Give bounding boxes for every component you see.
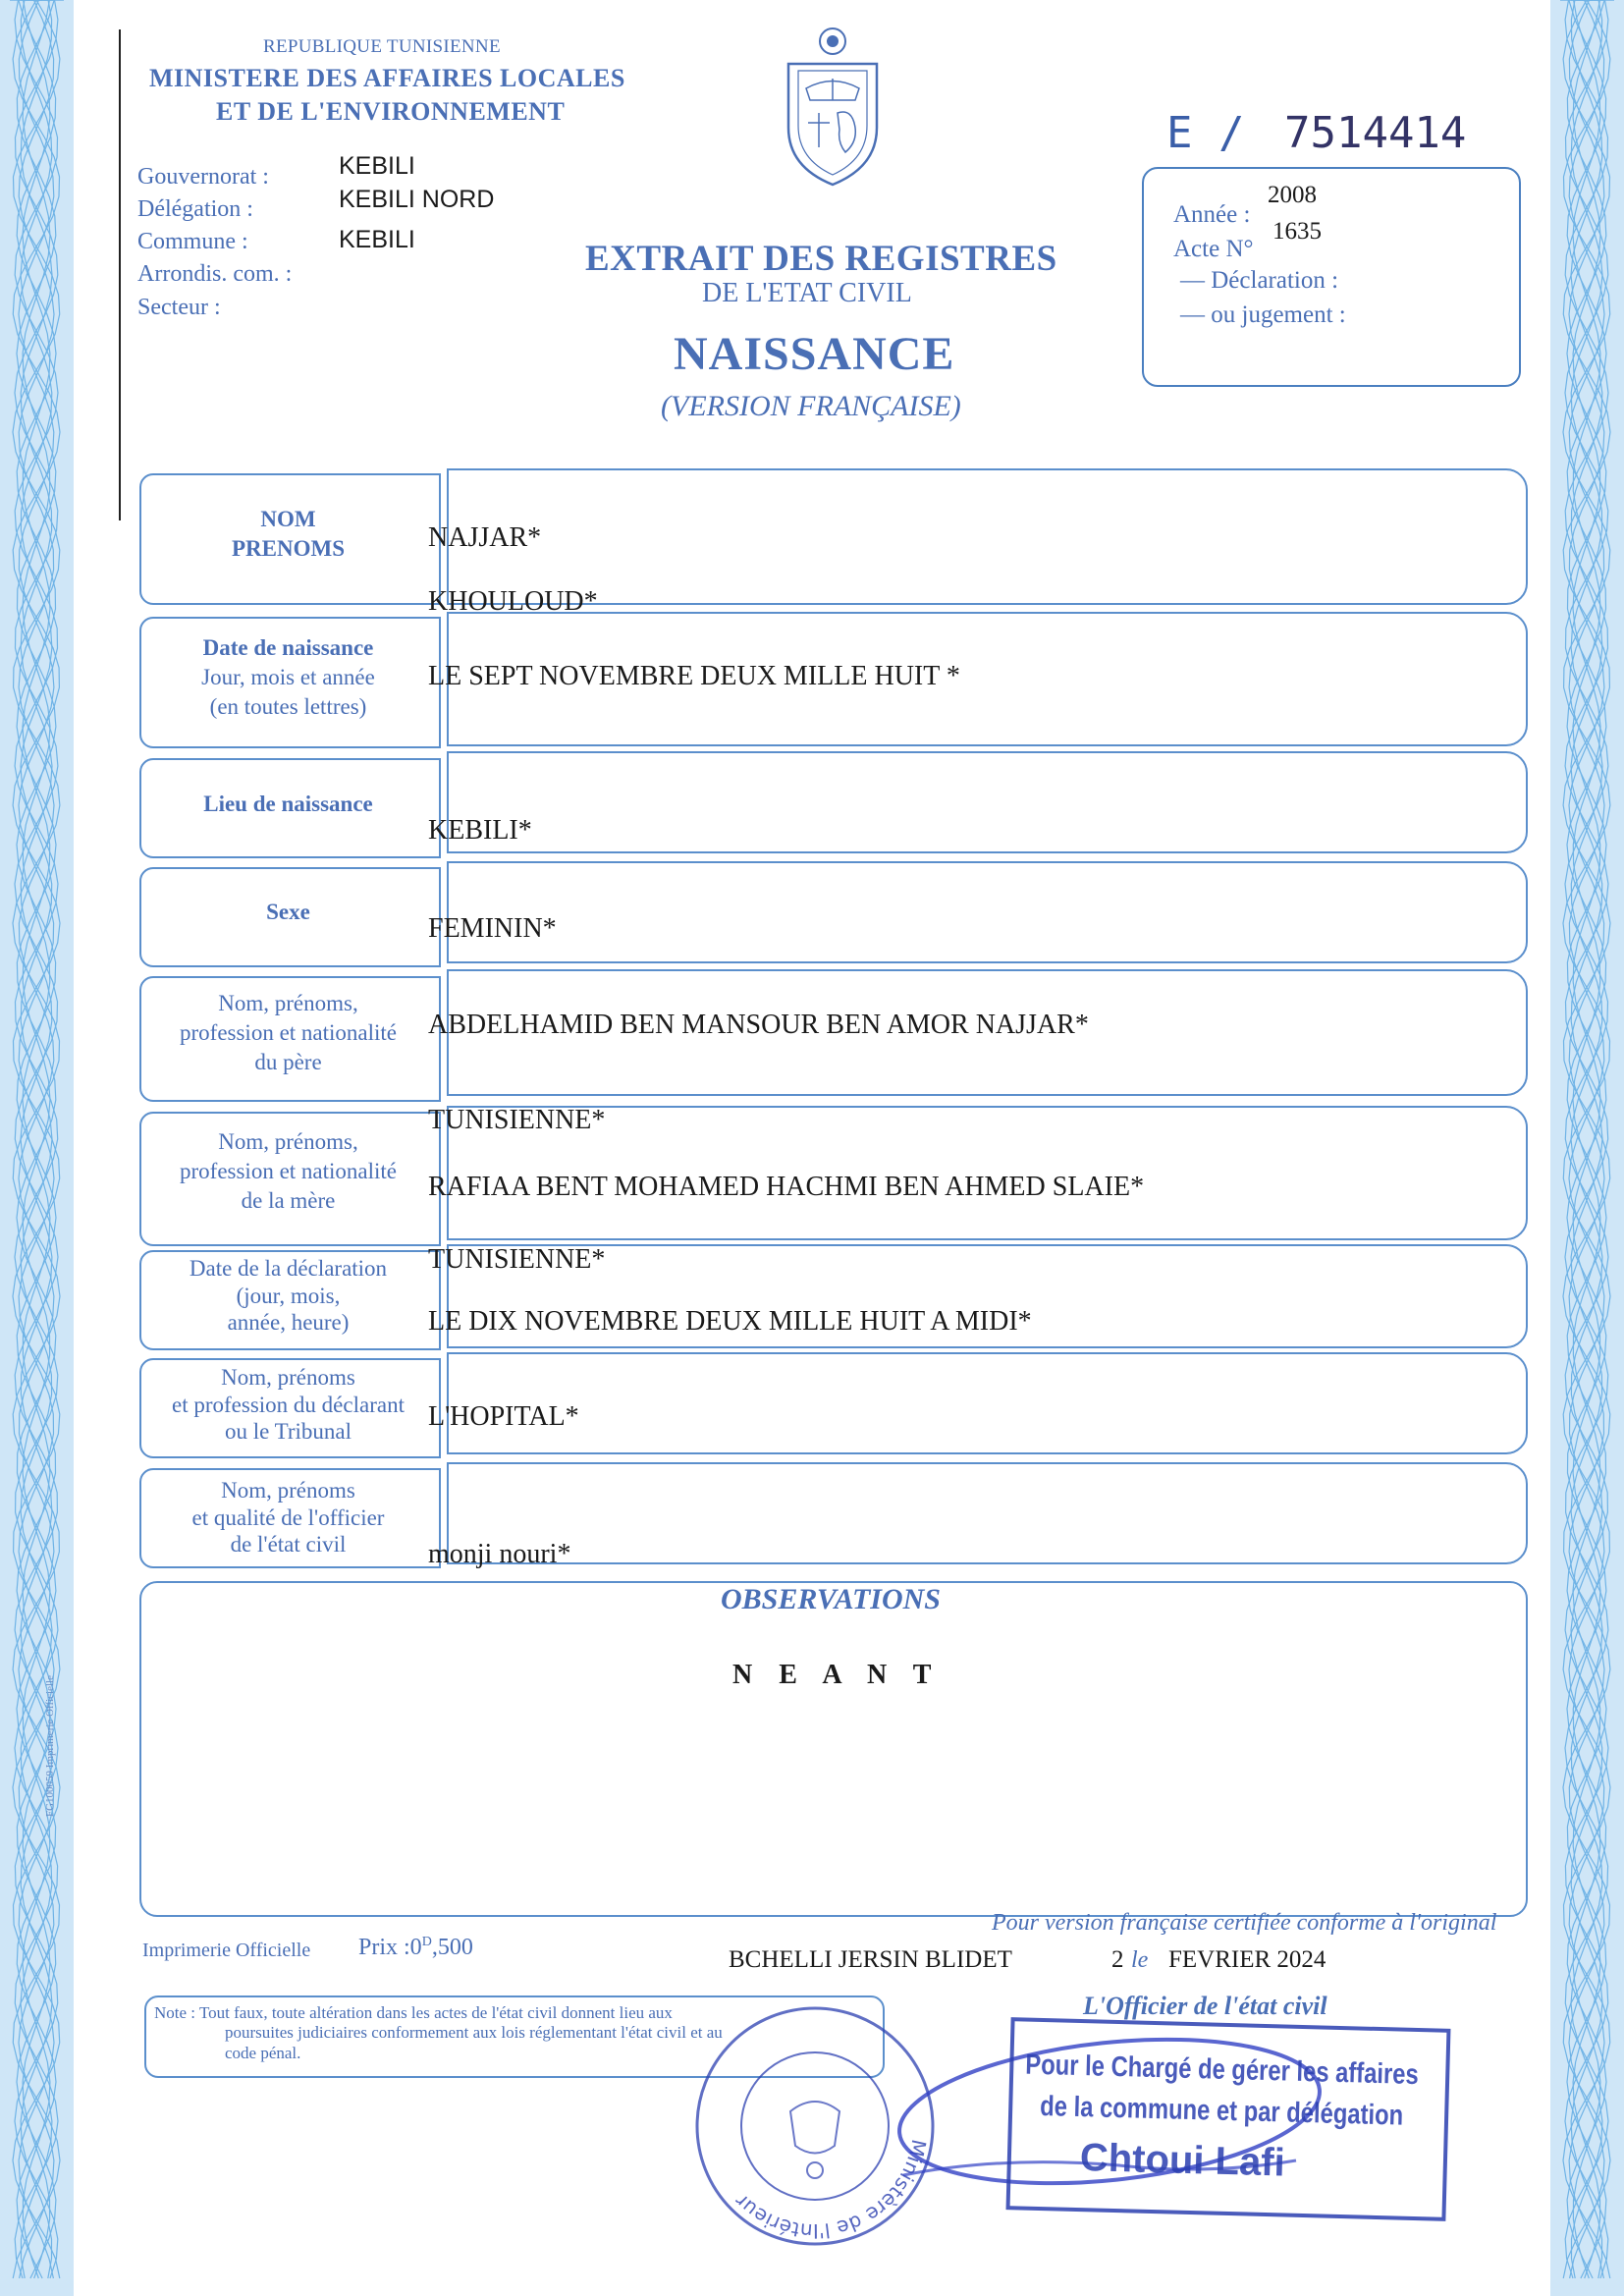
document-title: EXTRAIT DES REGISTRES (585, 239, 1057, 279)
note-line3: code pénal. (225, 2043, 301, 2062)
officier-value: monji nouri* (428, 1539, 571, 1569)
mere-label-line3: de la mère (241, 1187, 336, 1213)
note-line1: Note : Tout faux, toute altération dans les actes de l'état civil donnent lieu aux (154, 2003, 673, 2022)
nom-prenoms-label (139, 505, 437, 564)
decl-label-line3: année, heure) (227, 1310, 350, 1336)
note-line2: poursuites judiciaires conformement aux lois réglementant l'état civil et au (225, 2023, 723, 2043)
pere-label-line2: profession et nationalité (180, 1019, 397, 1045)
observations-title: OBSERVATIONS (721, 1583, 941, 1615)
guilloche-border-right (1550, 0, 1624, 2296)
lieu-label-text: Lieu de naissance (203, 792, 373, 816)
pere-label (139, 989, 437, 1077)
officier-label-line2: et qualité de l'officier (191, 1504, 385, 1530)
declarant-label-line3: ou le Tribunal (224, 1419, 352, 1445)
pere-nationality: TUNISIENNE* (428, 1105, 606, 1135)
guilloche-border-left (0, 0, 74, 2296)
rectangular-officer-stamp (1006, 2017, 1451, 2221)
price-prefix: Prix :0 (358, 1935, 422, 1960)
declarant-value: L'HOPITAL* (428, 1401, 579, 1432)
pere-value: ABDELHAMID BEN MANSOUR BEN AMOR NAJJAR* (428, 1010, 1089, 1040)
annee-label: Année : (1173, 201, 1251, 228)
commune-value: KEBILI (339, 226, 415, 253)
secteur-label: Secteur : (137, 295, 221, 320)
ministry-heading-line1: MINISTERE DES AFFAIRES LOCALES (149, 64, 625, 92)
serial-value: 7514414 (1283, 108, 1467, 158)
officier-label (139, 1477, 437, 1558)
imprimerie-label: Imprimerie Officielle (142, 1940, 311, 1961)
side-print-label: FG100059 Imprimerie Officielle (44, 1675, 56, 1817)
officier-label-line3: de l'état civil (230, 1532, 347, 1558)
declaration-date-value: LE DIX NOVEMBRE DEUX MILLE HUIT A MIDI* (428, 1306, 1032, 1337)
officier-value-box (447, 1462, 1528, 1564)
price-label (358, 1935, 473, 1961)
declarant-label-line2: et profession du déclarant (172, 1392, 405, 1417)
officer-title: L'Officier de l'état civil (1083, 1992, 1327, 2020)
sexe-value: FEMININ* (428, 913, 557, 944)
lieu-value-box (447, 751, 1528, 853)
mere-label-line1: Nom, prénoms, (218, 1129, 358, 1154)
stamp-line2: de la commune et par délégation (1039, 2090, 1404, 2132)
date-le: le (1131, 1947, 1149, 1973)
pere-label-line3: du père (254, 1049, 322, 1074)
annee-value: 2008 (1268, 182, 1317, 208)
observations-box (139, 1581, 1528, 1917)
prenom-value: KHOULOUD* (428, 586, 598, 617)
round-stamp-text: Ministère de l'Intérieur (730, 2137, 932, 2244)
declarant-label-line1: Nom, prénoms (221, 1365, 355, 1390)
left-margin-rule (119, 29, 121, 520)
dob-label-line1: Date de naissance (202, 635, 374, 660)
sexe-label (139, 898, 437, 927)
acte-number-label: Acte N° (1173, 236, 1254, 262)
dob-value: LE SEPT NOVEMBRE DEUX MILLE HUIT * (428, 661, 960, 691)
gouvernorat-label: Gouvernorat : (137, 164, 269, 190)
price-currency-sup: D (421, 1935, 432, 1949)
dob-label-line3: (en toutes lettres) (209, 693, 367, 719)
legal-note (154, 2003, 723, 2063)
commune-label: Commune : (137, 229, 248, 254)
mere-nationality: TUNISIENNE* (428, 1244, 606, 1275)
delegation-value: KEBILI NORD (339, 186, 495, 213)
nom-value-box (447, 468, 1528, 605)
place-name: BCHELLI JERSIN BLIDET (729, 1946, 1012, 1973)
stamp-line3: Chtoui Lafi (1079, 2136, 1286, 2185)
decl-label-line2: (jour, mois, (236, 1283, 341, 1308)
jugement-label: — ou jugement : (1180, 301, 1346, 328)
delegation-label: Délégation : (137, 196, 253, 222)
date-day: 2 (1111, 1946, 1124, 1973)
nom-value: NAJJAR* (428, 522, 542, 553)
version-label: (VERSION FRANÇAISE) (661, 390, 961, 422)
gouvernorat-value: KEBILI (339, 152, 415, 180)
declarant-label (139, 1364, 437, 1446)
document-subtitle: DE L'ETAT CIVIL (702, 278, 912, 308)
dob-label-line2: Jour, mois et année (201, 664, 375, 689)
sexe-label-text: Sexe (266, 900, 310, 924)
serial-prefix: E / (1166, 108, 1245, 158)
mere-label-line2: profession et nationalité (180, 1158, 397, 1183)
lieu-value: KEBILI* (428, 815, 532, 846)
dob-label (139, 633, 437, 722)
declaration-label: — Déclaration : (1180, 267, 1339, 294)
serial-number (1166, 108, 1466, 158)
observations-content: N E A N T (732, 1660, 942, 1690)
certified-statement: Pour version française certifiée conforme à l'original (992, 1910, 1497, 1936)
coat-of-arms-emblem (769, 20, 896, 191)
acte-number-value: 1635 (1272, 218, 1322, 245)
sexe-value-box (447, 861, 1528, 963)
arrondissement-label: Arrondis. com. : (137, 261, 293, 287)
mere-label (139, 1127, 437, 1216)
prenoms-label: PRENOMS (232, 535, 345, 561)
ministry-heading-line2: ET DE L'ENVIRONNEMENT (216, 97, 566, 126)
officier-label-line1: Nom, prénoms (221, 1478, 355, 1503)
nom-label: NOM (260, 507, 316, 531)
lieu-label (139, 790, 437, 819)
price-value: ,500 (431, 1935, 473, 1960)
stamp-line1: Pour le Chargé de gérer les affaires (1024, 2049, 1420, 2092)
decl-label-line1: Date de la déclaration (189, 1256, 388, 1281)
date-month-year: FEVRIER 2024 (1168, 1946, 1326, 1973)
act-type-title: NAISSANCE (674, 328, 955, 380)
declarant-value-box (447, 1352, 1528, 1454)
republic-heading: REPUBLIQUE TUNISIENNE (263, 36, 501, 57)
declaration-date-label (139, 1255, 437, 1337)
mere-value: RAFIAA BENT MOHAMED HACHMI BEN AHMED SLAIE* (428, 1172, 1145, 1202)
pere-label-line1: Nom, prénoms, (218, 991, 358, 1015)
